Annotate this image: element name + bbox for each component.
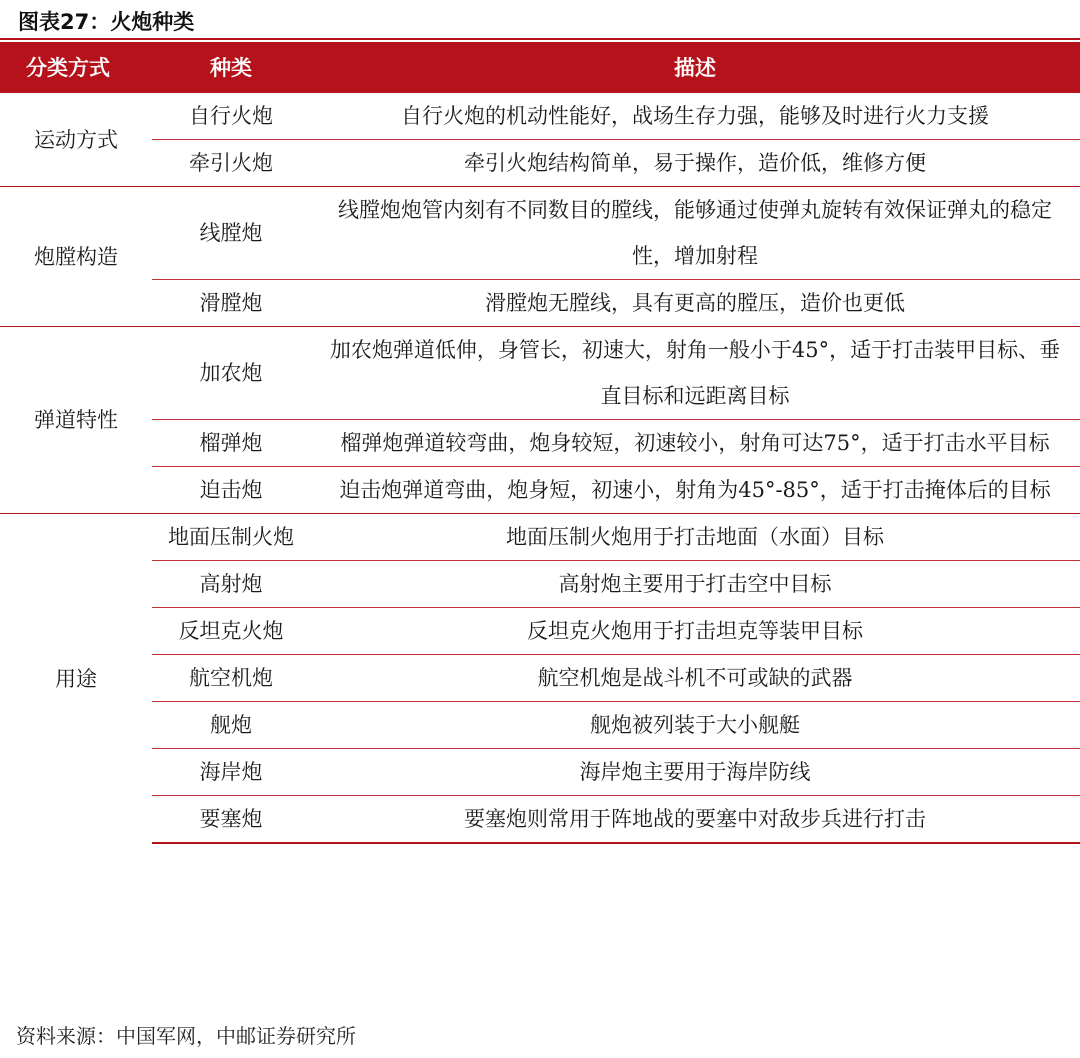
table-header-row	[0, 42, 1080, 93]
type-cell: 舰炮	[152, 702, 310, 749]
table-row	[0, 514, 1080, 561]
table-row	[0, 655, 1080, 702]
description-cell: 榴弹炮弹道较弯曲，炮身较短，初速较小，射角可达75°，适于打击水平目标	[310, 420, 1080, 467]
source-note: 资料来源：中国军网，中邮证券研究所	[16, 1024, 356, 1048]
type-cell: 榴弹炮	[152, 420, 310, 467]
table-row	[0, 327, 1080, 420]
description-cell: 反坦克火炮用于打击坦克等装甲目标	[310, 608, 1080, 655]
category-cell: 用途	[0, 514, 152, 844]
header-description: 描述	[310, 42, 1080, 93]
type-cell: 地面压制火炮	[152, 514, 310, 561]
figure-title: 图表27：火炮种类	[18, 10, 195, 34]
category-cell: 炮膛构造	[0, 187, 152, 327]
table-row	[0, 561, 1080, 608]
description-cell: 滑膛炮无膛线，具有更高的膛压，造价也更低	[310, 280, 1080, 327]
type-cell: 航空机炮	[152, 655, 310, 702]
type-cell: 自行火炮	[152, 93, 310, 140]
description-cell: 要塞炮则常用于阵地战的要塞中对敌步兵进行打击	[310, 796, 1080, 844]
description-cell: 加农炮弹道低伸，身管长，初速大，射角一般小于45°，适于打击装甲目标、垂直目标和远距离目标	[310, 327, 1080, 420]
type-cell: 滑膛炮	[152, 280, 310, 327]
table-row	[0, 93, 1080, 140]
description-cell: 地面压制火炮用于打击地面（水面）目标	[310, 514, 1080, 561]
description-cell: 舰炮被列装于大小舰艇	[310, 702, 1080, 749]
type-cell: 海岸炮	[152, 749, 310, 796]
type-cell: 牵引火炮	[152, 140, 310, 187]
description-cell: 线膛炮炮管内刻有不同数目的膛线，能够通过使弹丸旋转有效保证弹丸的稳定性，增加射程	[310, 187, 1080, 280]
title-divider	[0, 38, 1080, 40]
table-row	[0, 608, 1080, 655]
description-cell: 迫击炮弹道弯曲，炮身短，初速小，射角为45°-85°，适于打击掩体后的目标	[310, 467, 1080, 514]
table-row	[0, 749, 1080, 796]
description-cell: 航空机炮是战斗机不可或缺的武器	[310, 655, 1080, 702]
table-row	[0, 187, 1080, 280]
description-cell: 牵引火炮结构简单，易于操作，造价低，维修方便	[310, 140, 1080, 187]
category-cell: 弹道特性	[0, 327, 152, 514]
type-cell: 线膛炮	[152, 187, 310, 280]
type-cell: 迫击炮	[152, 467, 310, 514]
table-row	[0, 140, 1080, 187]
table-row	[0, 280, 1080, 327]
artillery-types-table	[0, 42, 1080, 844]
header-category: 分类方式	[0, 42, 152, 93]
description-cell: 高射炮主要用于打击空中目标	[310, 561, 1080, 608]
header-type: 种类	[152, 42, 310, 93]
table-row	[0, 702, 1080, 749]
description-cell: 自行火炮的机动性能好，战场生存力强，能够及时进行火力支援	[310, 93, 1080, 140]
table-row	[0, 467, 1080, 514]
type-cell: 高射炮	[152, 561, 310, 608]
type-cell: 要塞炮	[152, 796, 310, 844]
table-row	[0, 796, 1080, 844]
type-cell: 反坦克火炮	[152, 608, 310, 655]
type-cell: 加农炮	[152, 327, 310, 420]
category-cell: 运动方式	[0, 93, 152, 187]
description-cell: 海岸炮主要用于海岸防线	[310, 749, 1080, 796]
table-row	[0, 420, 1080, 467]
